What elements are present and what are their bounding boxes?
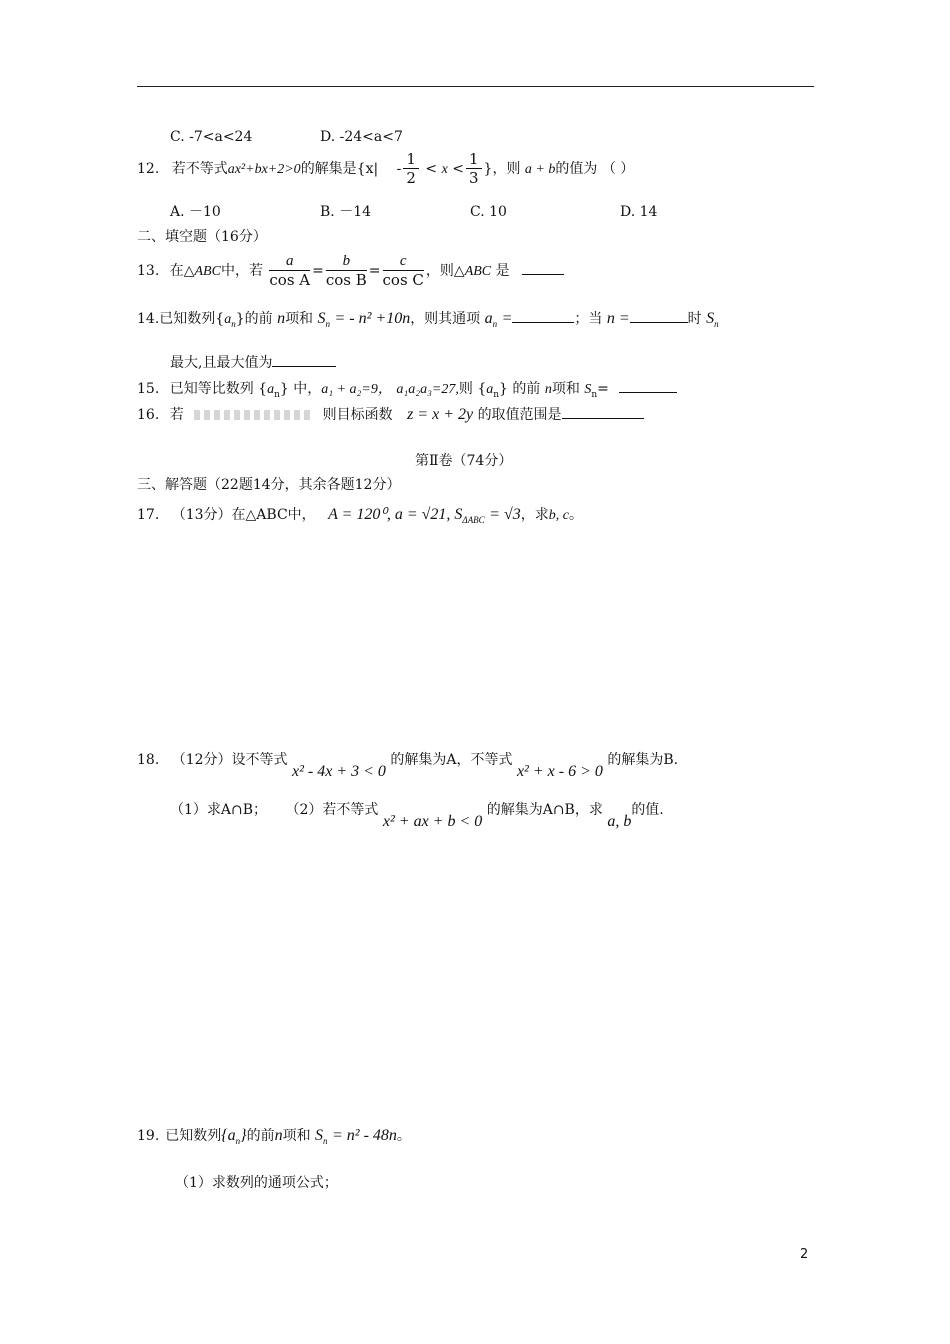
q15-number: 15. [137, 381, 160, 397]
q18-inequality-1: x² - 4x + 3 < 0 [292, 763, 386, 780]
q14-an2-sub: n [492, 318, 498, 329]
q14-text-max: 最大,且最大值为 [170, 355, 273, 371]
q12-fraction-2 [466, 152, 482, 186]
header-rule [137, 86, 814, 87]
q14-an: a [224, 312, 232, 327]
q12-option-d: D. 14 [620, 204, 658, 220]
q12-ab: a + b [524, 162, 556, 177]
q16-answer-blank[interactable] [562, 406, 644, 419]
question-14 [137, 310, 719, 329]
q14-eq2: = [501, 310, 513, 327]
q12-lt2: < [452, 161, 464, 177]
q12-option-c: C. 10 [470, 204, 507, 220]
q15-n: n [544, 382, 552, 397]
q19-Sn-sub: n [323, 1135, 328, 1146]
question-19 [137, 1128, 411, 1146]
q12-stem-b: 的解集是{x| [300, 161, 379, 177]
q13-text-d: 是 [495, 263, 510, 279]
q18-inequality-2: x² + x - 6 > 0 [516, 763, 603, 780]
q19-part-1: （1）求数列的通项公式； [175, 1175, 338, 1191]
q18-text-a: （12分）设不等式 [171, 752, 288, 768]
question-15 [137, 380, 677, 400]
q15-text-f: } 的前 [499, 381, 541, 397]
q15-an2-sub: n [493, 389, 500, 400]
q13-answer-blank[interactable] [522, 262, 564, 275]
q18-parts [170, 802, 664, 830]
q17-given: A = 120⁰, a = √21, S [328, 506, 463, 523]
q13-abc2: ABC [464, 264, 492, 279]
q14-S-sub: n [714, 318, 719, 329]
question-16 [137, 406, 644, 423]
question-17 [137, 507, 583, 525]
q12-frac1-num: 1 [403, 152, 419, 169]
q14-text-b: }的前 [235, 311, 273, 327]
q13-frac-b-num: b [326, 254, 367, 271]
q14-an-sub: n [231, 318, 236, 329]
q19-an-sub: n [235, 1135, 241, 1146]
q19-Sn: S [315, 1127, 324, 1144]
q16-text-c: 的取值范围是 [477, 407, 562, 423]
q14-n: n [277, 310, 286, 327]
question-13 [137, 254, 564, 288]
q12-stem-d: 的值为 （ ） [555, 161, 635, 177]
q14-blank-n[interactable] [630, 310, 688, 323]
q11-option-c: C. -7<a<24 [170, 129, 253, 145]
q19-number: 19. [137, 1128, 160, 1144]
q14-n-eq: n = [606, 310, 630, 327]
q13-eq1: = [312, 263, 324, 279]
q18-part-1: （1）求A∩B； [170, 802, 268, 818]
q12-stem-a: 若不等式 [171, 161, 228, 177]
q19-text-c: 项和 [282, 1128, 311, 1144]
q15-an2: a [486, 382, 494, 397]
q19-an-close: } [240, 1127, 247, 1144]
q12-fraction-1 [403, 152, 419, 186]
q17-text-c: 。 [568, 507, 583, 523]
q17-given-sub: ΔABC [462, 514, 485, 525]
page-number: 2 [800, 1247, 809, 1262]
q17-given-area: = √3 [489, 506, 521, 523]
q17-text-b: ，求 [520, 507, 549, 523]
q17-bc: b, c [548, 508, 569, 523]
q15-text-a: 已知等比数列 { [169, 381, 268, 397]
q14-text-d: ，则其通项 [410, 311, 481, 327]
q14-line2 [170, 354, 336, 370]
q13-number: 13. [137, 263, 160, 279]
q15-Sn: S [584, 382, 592, 397]
q13-text-c: ，则△ [425, 263, 465, 279]
q17-text-a: （13分）在△ABC中， [171, 507, 316, 523]
q19-text-a: 已知数列 [165, 1128, 222, 1144]
q14-S: S [706, 310, 715, 327]
q14-number: 14. [137, 311, 160, 327]
q12-neg: - [396, 161, 402, 177]
q18-number: 18. [137, 752, 160, 768]
q14-an2: a [484, 310, 493, 327]
q15-text-b: } 中， [279, 381, 322, 397]
q15-Sn-sub: n [591, 389, 598, 400]
q18-part-2: （2）若不等式 [285, 802, 379, 818]
q13-fraction-a [269, 254, 310, 288]
q17-number: 17. [137, 507, 160, 523]
q18-ab: a, b [607, 813, 632, 830]
part-2-title: 第Ⅱ卷（74分） [415, 453, 513, 469]
section-2-heading: 二、填空题（16分） [137, 229, 267, 245]
q14-text-f: 时 [687, 311, 702, 327]
q14-blank-max[interactable] [272, 354, 336, 367]
q13-frac-c-den: cos C [382, 271, 424, 289]
q15-text-g: 项和 [551, 381, 580, 397]
q12-option-b: B. －14 [320, 204, 372, 220]
q14-blank-general-term[interactable] [512, 310, 574, 323]
q15-answer-blank[interactable] [619, 380, 677, 393]
q13-frac-a-num: a [269, 254, 310, 271]
q19-text-d: 。 [396, 1128, 411, 1144]
q19-n: n [274, 1127, 283, 1144]
section-3-heading: 三、解答题（22题14分，其余各题12分） [137, 477, 401, 493]
q12-option-a: A. －10 [170, 204, 221, 220]
q16-constraint-system-image [194, 410, 314, 420]
question-18 [137, 752, 679, 780]
q18-text-c: 的解集为B. [607, 752, 679, 768]
q16-number: 16. [137, 407, 160, 423]
q13-frac-b-den: cos B [325, 271, 367, 289]
q12-frac1-den: 2 [406, 169, 416, 187]
q12-frac2-num: 1 [466, 152, 482, 169]
q14-Sn-sub: n [325, 318, 331, 329]
q19-text-b: 的前 [246, 1128, 275, 1144]
q18-text-b: 的解集为A，不等式 [390, 752, 513, 768]
q12-frac2-den: 3 [469, 169, 479, 187]
q15-an: a [267, 382, 275, 397]
q15-text-e: 则 { [458, 381, 487, 397]
q13-fraction-b [326, 254, 367, 288]
q12-x: x [441, 162, 448, 177]
q16-objective: z = x + 2y [407, 406, 474, 423]
q14-Sn-formula: = - n² +10n [334, 310, 411, 327]
q13-eq2: = [368, 263, 381, 279]
q13-fraction-c [383, 254, 424, 288]
q16-text-a: 若 [169, 407, 184, 423]
q12-inequality: ax²+bx+2>0 [227, 162, 301, 177]
q19-an: {a [221, 1127, 236, 1144]
question-12 [137, 152, 634, 186]
q14-text-e: ；当 [574, 311, 603, 327]
q18-text-d: 的解集为A∩B，求 [486, 802, 603, 818]
q19-Sn-formula: = n² - 48n [331, 1127, 397, 1144]
q11-option-d: D. -24<a<7 [320, 129, 403, 145]
q12-number: 12. [137, 161, 160, 177]
q15-cond-sum: a₁ + a₂=9， [321, 382, 392, 397]
q12-lt1: < [425, 161, 438, 177]
q15-an-sub: n [274, 389, 280, 400]
q13-frac-c-num: c [383, 254, 424, 271]
q16-text-b: 则目标函数 [322, 407, 393, 423]
q14-text-a: 已知数列{ [159, 311, 225, 327]
q13-text-a: 在△ [169, 263, 195, 279]
q13-text-b: 中，若 [220, 263, 263, 279]
q14-Sn: S [317, 310, 326, 327]
q15-cond-product: a₁a₂a₃=27, [396, 382, 459, 397]
q18-text-e: 的值. [631, 802, 664, 818]
q18-inequality-3: x² + ax + b < 0 [382, 813, 483, 830]
q14-text-c: 项和 [285, 311, 314, 327]
q15-eq: = [597, 381, 609, 397]
q13-abc: ABC [194, 264, 221, 279]
q12-stem-c: }，则 [483, 161, 521, 177]
q13-frac-a-den: cos A [269, 271, 311, 289]
